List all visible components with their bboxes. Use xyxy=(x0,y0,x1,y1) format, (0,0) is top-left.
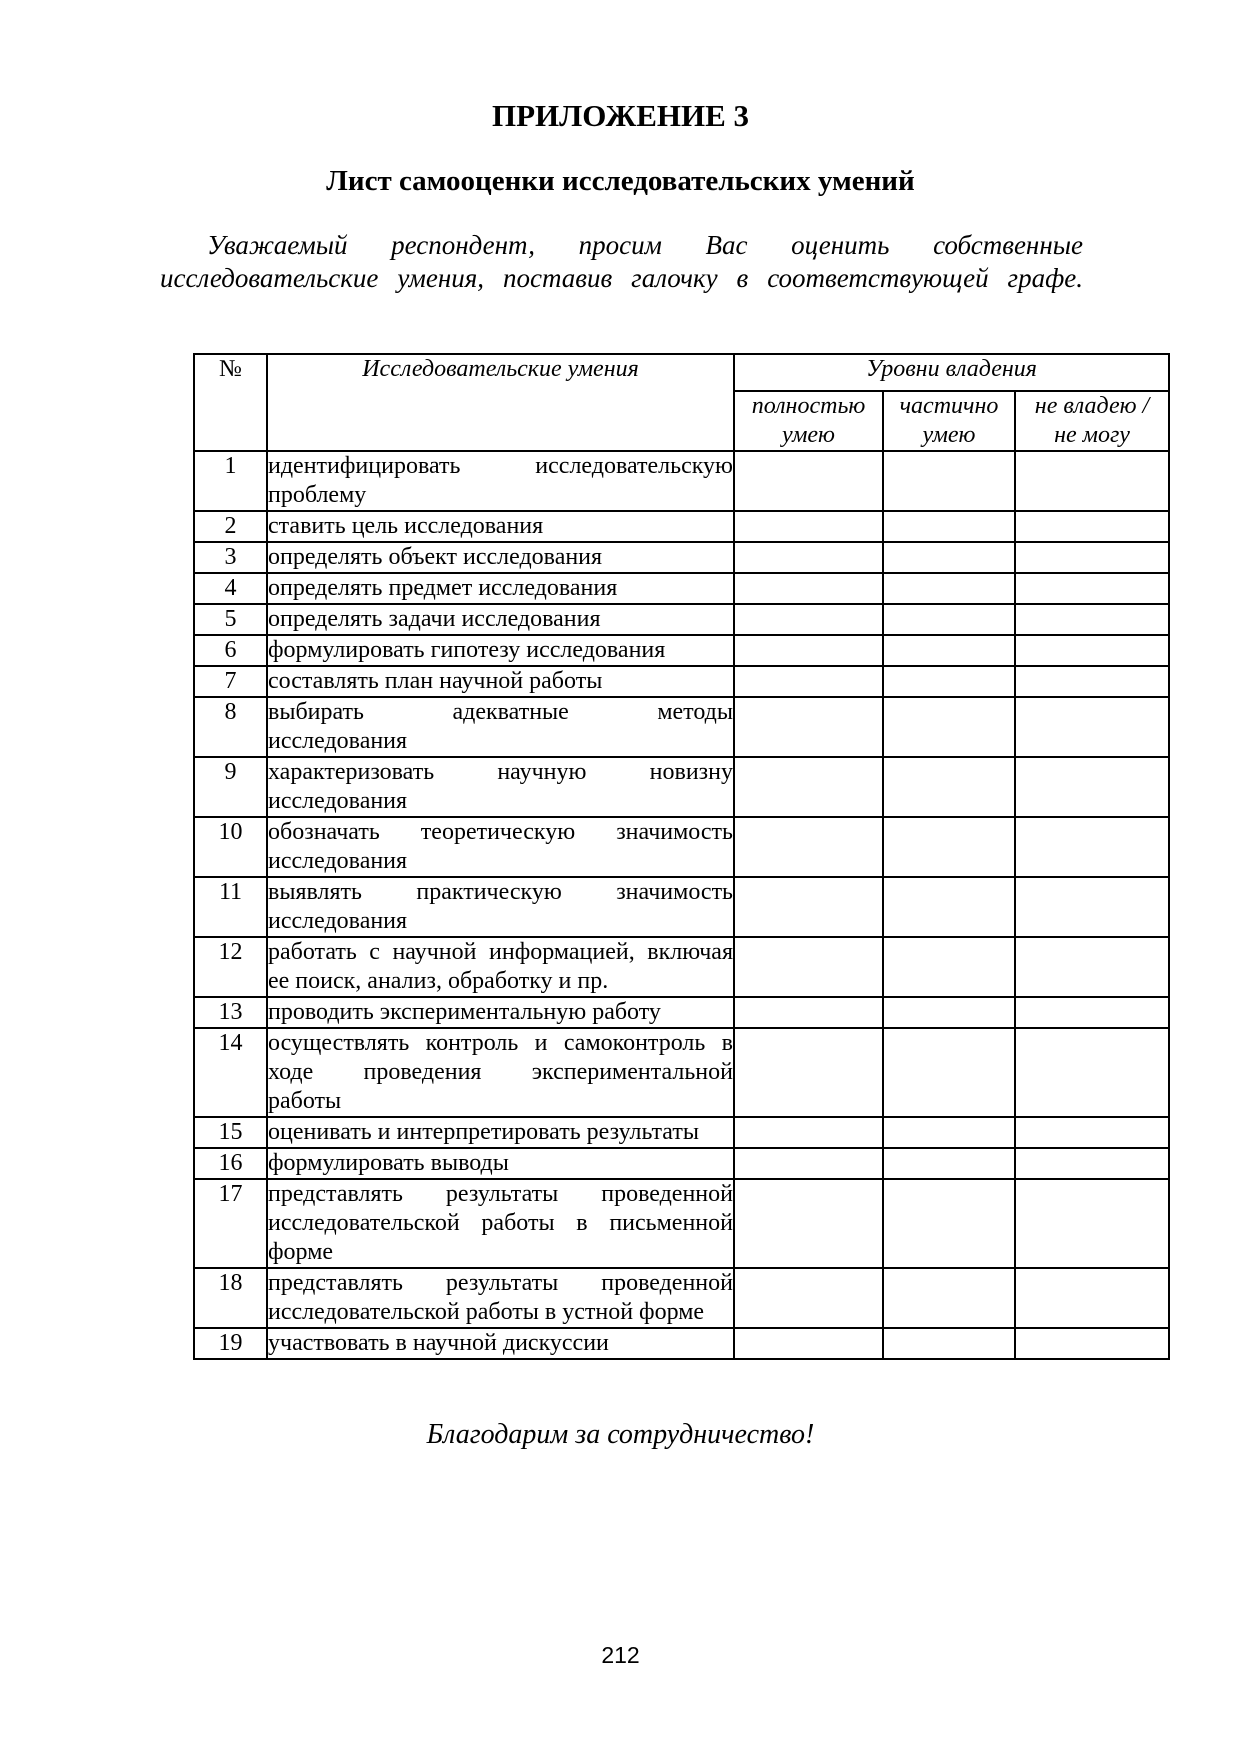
table-row xyxy=(194,1028,1169,1117)
header-skills: Исследовательские умения xyxy=(267,354,734,451)
table-row xyxy=(194,1117,1169,1148)
level-cell-3 xyxy=(1015,1028,1169,1117)
row-number: 4 xyxy=(194,573,267,604)
table-row xyxy=(194,573,1169,604)
subheader-level-1: полностью умею xyxy=(734,391,883,451)
level-cell-2 xyxy=(883,1179,1015,1268)
level-cell-2 xyxy=(883,757,1015,817)
level-cell-2 xyxy=(883,1328,1015,1359)
level-cell-3 xyxy=(1015,877,1169,937)
skill-text: выявлять практическую значимость исследования xyxy=(267,877,734,937)
level-cell-3 xyxy=(1015,542,1169,573)
appendix-title: ПРИЛОЖЕНИЕ 3 xyxy=(491,98,750,133)
row-number: 19 xyxy=(194,1328,267,1359)
level-cell-3 xyxy=(1015,937,1169,997)
level-cell-3 xyxy=(1015,817,1169,877)
level-cell-3 xyxy=(1015,997,1169,1028)
level-cell-1 xyxy=(734,1028,883,1117)
level-cell-2 xyxy=(883,573,1015,604)
level-cell-3 xyxy=(1015,1268,1169,1328)
skill-text: представлять результаты проведенной исследовательской работы в письменной форме xyxy=(267,1179,734,1268)
level-cell-1 xyxy=(734,757,883,817)
table-row xyxy=(194,604,1169,635)
level-cell-3 xyxy=(1015,666,1169,697)
skill-text: осуществлять контроль и самоконтроль в ходе проведения экспериментальной работы xyxy=(267,1028,734,1117)
page-number: 212 xyxy=(601,1642,640,1668)
skill-text: выбирать адекватные методы исследования xyxy=(267,697,734,757)
level-cell-3 xyxy=(1015,635,1169,666)
level-cell-2 xyxy=(883,697,1015,757)
table-row xyxy=(194,666,1169,697)
table-row xyxy=(194,1328,1169,1359)
level-cell-1 xyxy=(734,817,883,877)
intro-line-2: исследовательские умения, поставив галочку в соответствующей графе. xyxy=(160,263,1083,293)
document-title: Лист самооценки исследовательских умений xyxy=(326,165,915,197)
level-cell-1 xyxy=(734,604,883,635)
level-cell-1 xyxy=(734,1328,883,1359)
level-cell-1 xyxy=(734,877,883,937)
level-cell-1 xyxy=(734,997,883,1028)
table-row xyxy=(194,511,1169,542)
table-row xyxy=(194,451,1169,511)
row-number: 12 xyxy=(194,937,267,997)
skill-text: ставить цель исследования xyxy=(267,511,734,542)
row-number: 5 xyxy=(194,604,267,635)
row-number: 6 xyxy=(194,635,267,666)
level-cell-2 xyxy=(883,817,1015,877)
level-cell-1 xyxy=(734,635,883,666)
row-number: 8 xyxy=(194,697,267,757)
level-cell-3 xyxy=(1015,604,1169,635)
row-number: 15 xyxy=(194,1117,267,1148)
row-number: 17 xyxy=(194,1179,267,1268)
header-number: № xyxy=(194,354,267,451)
level-cell-1 xyxy=(734,666,883,697)
level-cell-2 xyxy=(883,1117,1015,1148)
skill-text: обозначать теоретическую значимость исследования xyxy=(267,817,734,877)
skill-text: оценивать и интерпретировать результаты xyxy=(267,1117,734,1148)
header-levels: Уровни владения xyxy=(734,354,1169,391)
table-header-row xyxy=(194,354,1169,391)
row-number: 13 xyxy=(194,997,267,1028)
level-cell-1 xyxy=(734,1268,883,1328)
subheader-level-3: не владею / не могу xyxy=(1015,391,1169,451)
level-cell-1 xyxy=(734,697,883,757)
level-cell-3 xyxy=(1015,511,1169,542)
row-number: 3 xyxy=(194,542,267,573)
skill-text: составлять план научной работы xyxy=(267,666,734,697)
level-cell-2 xyxy=(883,666,1015,697)
level-cell-3 xyxy=(1015,697,1169,757)
skill-text: проводить экспериментальную работу xyxy=(267,997,734,1028)
level-cell-3 xyxy=(1015,1117,1169,1148)
table-row xyxy=(194,877,1169,937)
row-number: 14 xyxy=(194,1028,267,1117)
skill-text: представлять результаты проведенной исследовательской работы в устной форме xyxy=(267,1268,734,1328)
row-number: 18 xyxy=(194,1268,267,1328)
table-row xyxy=(194,542,1169,573)
table-row xyxy=(194,817,1169,877)
skill-text: идентифицировать исследовательскую проблему xyxy=(267,451,734,511)
level-cell-3 xyxy=(1015,1179,1169,1268)
level-cell-1 xyxy=(734,542,883,573)
level-cell-2 xyxy=(883,1268,1015,1328)
row-number: 10 xyxy=(194,817,267,877)
self-assessment-table xyxy=(193,353,1170,1360)
skill-text: определять задачи исследования xyxy=(267,604,734,635)
table-row xyxy=(194,757,1169,817)
skill-text: участвовать в научной дискуссии xyxy=(267,1328,734,1359)
skill-text: определять объект исследования xyxy=(267,542,734,573)
level-cell-2 xyxy=(883,542,1015,573)
level-cell-2 xyxy=(883,511,1015,542)
skill-text: формулировать выводы xyxy=(267,1148,734,1179)
level-cell-3 xyxy=(1015,451,1169,511)
level-cell-2 xyxy=(883,1148,1015,1179)
table-row xyxy=(194,1179,1169,1268)
level-cell-3 xyxy=(1015,573,1169,604)
table-row xyxy=(194,635,1169,666)
level-cell-2 xyxy=(883,451,1015,511)
intro-paragraph xyxy=(160,229,1083,295)
table-header xyxy=(194,354,1169,451)
level-cell-1 xyxy=(734,511,883,542)
row-number: 9 xyxy=(194,757,267,817)
table-row xyxy=(194,697,1169,757)
intro-line-1: Уважаемый респондент, просим Вас оценить собственные xyxy=(207,230,1083,260)
row-number: 16 xyxy=(194,1148,267,1179)
level-cell-1 xyxy=(734,451,883,511)
skill-text: определять предмет исследования xyxy=(267,573,734,604)
level-cell-2 xyxy=(883,877,1015,937)
row-number: 11 xyxy=(194,877,267,937)
table-row xyxy=(194,1148,1169,1179)
level-cell-1 xyxy=(734,573,883,604)
level-cell-2 xyxy=(883,635,1015,666)
row-number: 2 xyxy=(194,511,267,542)
level-cell-1 xyxy=(734,937,883,997)
level-cell-2 xyxy=(883,997,1015,1028)
level-cell-2 xyxy=(883,1028,1015,1117)
level-cell-3 xyxy=(1015,1148,1169,1179)
skill-text: работать с научной информацией, включая ее поиск, анализ, обработку и пр. xyxy=(267,937,734,997)
table-body xyxy=(194,451,1169,1359)
footer-note: Благодарим за сотрудничество! xyxy=(426,1419,815,1450)
level-cell-3 xyxy=(1015,757,1169,817)
level-cell-1 xyxy=(734,1148,883,1179)
level-cell-1 xyxy=(734,1179,883,1268)
level-cell-2 xyxy=(883,604,1015,635)
table-row xyxy=(194,937,1169,997)
level-cell-1 xyxy=(734,1117,883,1148)
table-row xyxy=(194,997,1169,1028)
row-number: 7 xyxy=(194,666,267,697)
skill-text: характеризовать научную новизну исследования xyxy=(267,757,734,817)
level-cell-3 xyxy=(1015,1328,1169,1359)
row-number: 1 xyxy=(194,451,267,511)
skill-text: формулировать гипотезу исследования xyxy=(267,635,734,666)
level-cell-2 xyxy=(883,937,1015,997)
subheader-level-2: частично умею xyxy=(883,391,1015,451)
table-row xyxy=(194,1268,1169,1328)
